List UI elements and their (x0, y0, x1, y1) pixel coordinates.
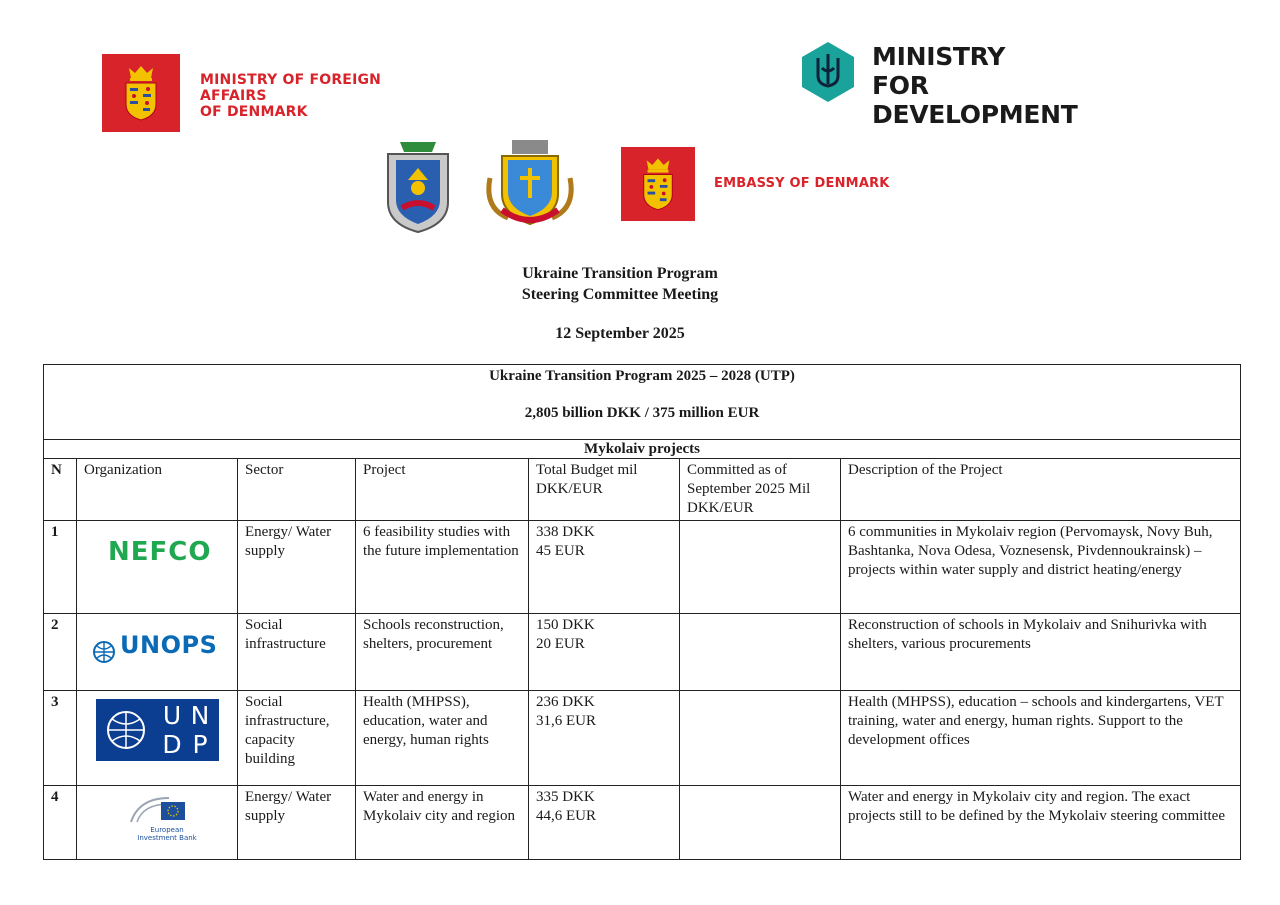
row-description: 6 communities in Mykolaiv region (Pervomaysk, Novy Buh, Bashtanka, Nova Odesa, Voznesensk, Pivdennoukrainsk) – projects within water supply and district heating/energy (841, 521, 1241, 614)
row-committed (680, 691, 841, 786)
row-description: Water and energy in Mykolaiv city and region. The exact projects still to be defined by the Mykolaiv steering committee (841, 786, 1241, 860)
nefco-logo (77, 521, 238, 614)
ministry-line1: MINISTRY (872, 42, 1006, 71)
col-committed: Committed as of September 2025 Mil DKK/EUR (680, 459, 841, 521)
program-budget: 2,805 billion DKK / 375 million EUR (524, 405, 760, 421)
row-number: 4 (44, 786, 77, 860)
program-header-row (44, 365, 1241, 440)
budget-dkk: 236 DKK (536, 694, 595, 710)
budget-dkk: 335 DKK (536, 789, 595, 805)
danish-crest-icon (102, 54, 180, 132)
col-project: Project (356, 459, 529, 521)
row-project: Schools reconstruction, shelters, procurement (356, 614, 529, 691)
projects-table (43, 364, 1241, 860)
unops-logo-text: UNOPS (120, 631, 218, 659)
table-row (44, 691, 1241, 786)
eib-logo (77, 786, 238, 860)
row-budget (529, 786, 680, 860)
mfa-line2: OF DENMARK (200, 104, 308, 120)
eib-line2: Investment Bank (137, 834, 197, 842)
eu-flag-icon (129, 794, 189, 824)
row-sector: Energy/ Water supply (238, 521, 356, 614)
meeting-subtitle: Steering Committee Meeting (521, 286, 719, 303)
row-committed (680, 614, 841, 691)
un-emblem-icon (92, 640, 116, 664)
row-committed (680, 521, 841, 614)
section-row (44, 440, 1241, 459)
row-project: 6 feasibility studies with the future implementation (356, 521, 529, 614)
un-emblem-icon (103, 707, 149, 753)
row-committed (680, 786, 841, 860)
row-description: Health (MHPSS), education – schools and kindergartens, VET training, water and energy, human rights. Support to the development offices (841, 691, 1241, 786)
row-budget (529, 614, 680, 691)
meeting-date: 12 September 2025 (555, 325, 685, 342)
undp-letter-u: U (162, 701, 182, 730)
program-name: Ukraine Transition Program 2025 – 2028 (UTP) (489, 368, 795, 384)
undp-letter-p: P (192, 730, 208, 759)
ministry-development-logo (800, 40, 1130, 129)
col-n: N (44, 459, 77, 521)
table-row (44, 521, 1241, 614)
row-description: Reconstruction of schools in Mykolaiv and Snihurivka with shelters, various procurements (841, 614, 1241, 691)
col-organization: Organization (77, 459, 238, 521)
unops-logo (77, 614, 238, 691)
budget-eur: 20 EUR (536, 636, 585, 652)
col-total-budget: Total Budget mil DKK/EUR (529, 459, 680, 521)
embassy-denmark-logo (621, 147, 901, 221)
row-sector: Social infrastructure (238, 614, 356, 691)
mykolaiv-city-coat-of-arms-icon (484, 138, 576, 230)
row-project: Health (MHPSS), education, water and energy, human rights (356, 691, 529, 786)
nefco-logo-text: NEFCO (108, 537, 212, 567)
table-row (44, 786, 1241, 860)
undp-letter-d: D (162, 730, 182, 759)
meeting-title (0, 263, 1240, 305)
undp-letter-n: N (190, 701, 210, 730)
table-row (44, 614, 1241, 691)
column-header-row (44, 459, 1241, 521)
row-sector: Social infrastructure, capacity building (238, 691, 356, 786)
program-title: Ukraine Transition Program (522, 265, 718, 282)
row-project: Water and energy in Mykolaiv city and region (356, 786, 529, 860)
eib-line1: European (150, 826, 184, 834)
budget-eur: 45 EUR (536, 543, 585, 559)
budget-eur: 44,6 EUR (536, 808, 596, 824)
danish-crest-icon (621, 147, 695, 221)
ministry-line2: FOR DEVELOPMENT (872, 71, 1078, 129)
budget-eur: 31,6 EUR (536, 713, 596, 729)
row-budget (529, 691, 680, 786)
section-title: Mykolaiv projects (44, 440, 1241, 459)
col-sector: Sector (238, 459, 356, 521)
row-budget (529, 521, 680, 614)
ukraine-trident-icon (800, 42, 856, 102)
budget-dkk: 150 DKK (536, 617, 595, 633)
row-sector: Energy/ Water supply (238, 786, 356, 860)
col-description: Description of the Project (841, 459, 1241, 521)
embassy-text: EMBASSY OF DENMARK (714, 176, 890, 191)
mykolaiv-oblast-coat-of-arms-icon (382, 138, 454, 234)
row-number: 2 (44, 614, 77, 691)
budget-dkk: 338 DKK (536, 524, 595, 540)
row-number: 1 (44, 521, 77, 614)
mfa-line1: MINISTRY OF FOREIGN AFFAIRS (200, 72, 382, 104)
undp-logo (77, 691, 238, 786)
mfa-denmark-logo (102, 54, 442, 132)
row-number: 3 (44, 691, 77, 786)
